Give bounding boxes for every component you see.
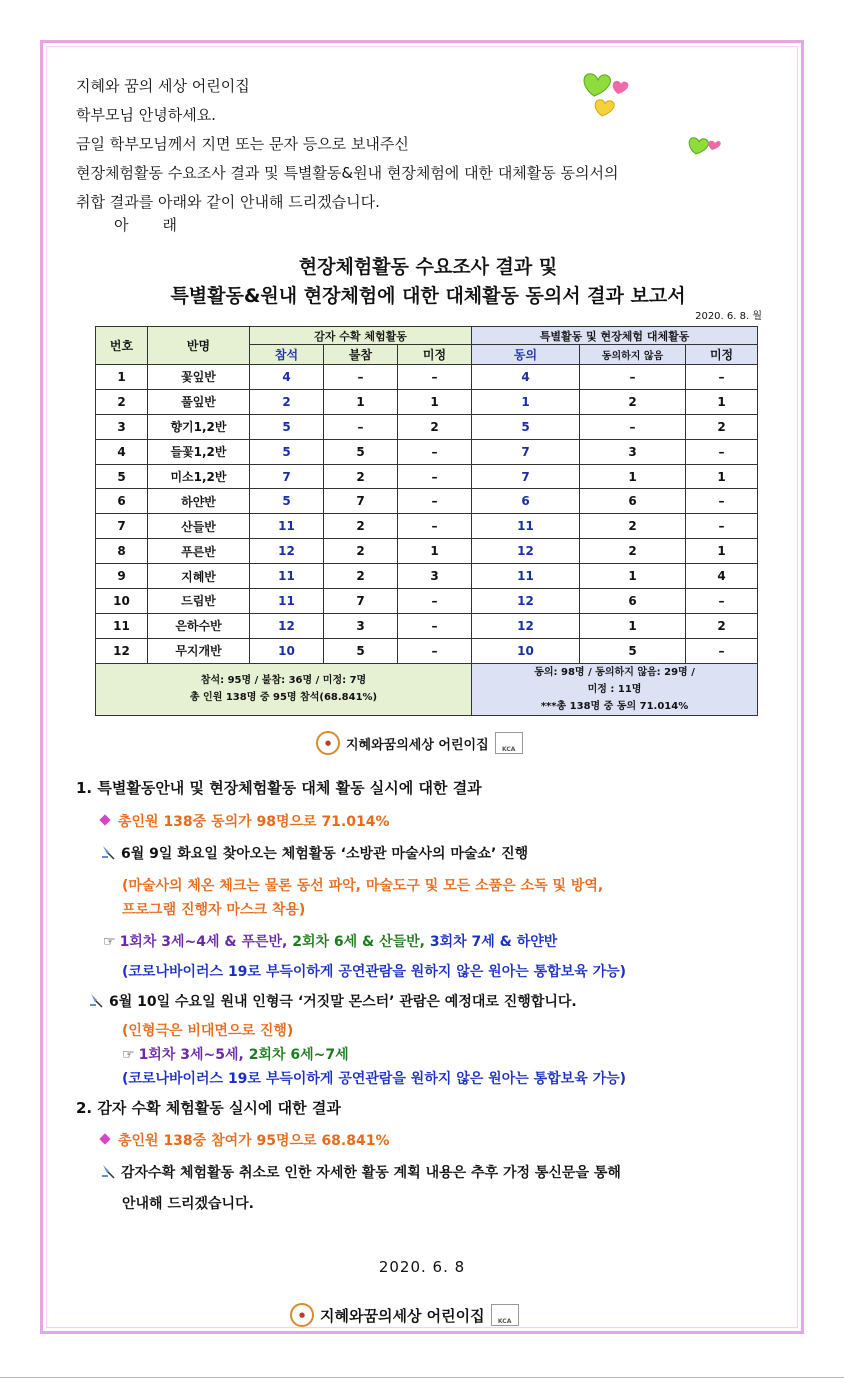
summary-potato-line: 참석: 95명 / 불참: 36명 / 미정: 7명: [200, 675, 367, 687]
intro-letter: [76, 72, 619, 217]
table-cell: 11: [96, 613, 148, 638]
table-cell: 4: [686, 564, 758, 589]
table-cell: 3: [96, 414, 148, 439]
table-cell: 12: [96, 638, 148, 663]
school-logo: [316, 731, 523, 755]
table-cell: –: [686, 638, 758, 663]
table-cell: 1: [398, 539, 472, 564]
footer-school-logo: [290, 1303, 519, 1327]
table-cell: 6: [472, 489, 580, 514]
table-cell: –: [398, 613, 472, 638]
table-cell: –: [686, 489, 758, 514]
table-cell: 2: [324, 514, 398, 539]
table-cell: 2: [580, 539, 686, 564]
table-cell: 5: [250, 414, 324, 439]
report-title-line2: 특별활동&원내 현장체험에 대한 대체활동 동의서 결과 보고서: [170, 285, 686, 307]
table-cell: –: [398, 464, 472, 489]
schedule1-part3: 3회차 7세 & 하얀반: [429, 934, 558, 950]
table-row: [96, 514, 758, 539]
table-cell: 12: [472, 539, 580, 564]
table-cell: 10: [250, 638, 324, 663]
bottom-rule: [0, 1377, 844, 1378]
pointing-hand-icon: ☞: [103, 934, 116, 950]
table-cell: 6: [96, 489, 148, 514]
table-cell: 1: [580, 564, 686, 589]
table-cell: –: [324, 365, 398, 390]
pushpin-icon: [100, 844, 116, 860]
table-cell: 7: [250, 464, 324, 489]
table-cell: 10: [472, 638, 580, 663]
section1-item2-text: 6월 10일 수요일 원내 인형극 ‘거짓말 몬스터’ 관람은 예정대로 진행합니다.: [109, 994, 577, 1010]
table-row: [96, 613, 758, 638]
table-cell: 11: [472, 514, 580, 539]
table-cell: –: [398, 365, 472, 390]
hearts-small-icon: [682, 130, 722, 160]
table-cell: 1: [580, 613, 686, 638]
header-class: 반명: [148, 327, 250, 365]
section1-covid-note: (코로나바이러스 19로 부득이하게 공연관람을 원하지 않은 원아는 통합보육 가능): [122, 964, 627, 980]
header-group-alt: 특별활동 및 현장체험 대체활동: [472, 327, 758, 345]
table-row: [96, 439, 758, 464]
section2-result-text: 총인원 138중 참여가 95명으로 68.841%: [118, 1133, 390, 1149]
intro-line: 취합 결과를 아래와 같이 안내해 드리겠습니다.: [76, 193, 380, 211]
table-cell: 4: [96, 439, 148, 464]
table-cell: 1: [96, 365, 148, 390]
table-cell: 2: [580, 389, 686, 414]
report-title-line1: 현장체험활동 수요조사 결과 및: [298, 256, 558, 278]
header-attend: 참석: [250, 345, 324, 365]
section1-covid-note-2: (코로나바이러스 19로 부득이하게 공연관람을 원하지 않은 원아는 통합보육 가능): [122, 1071, 627, 1087]
kca-badge: KCA: [495, 732, 523, 754]
table-cell: 2: [398, 414, 472, 439]
table-cell: 푸른반: [148, 539, 250, 564]
result-table: [95, 326, 758, 716]
section1-item1-text: 6월 9일 화요일 찾아오는 체험활동 ‘소방관 마술사의 마술쇼’ 진행: [121, 846, 529, 862]
schedule2-part2: 2회차 6세~7세: [248, 1047, 349, 1063]
table-cell: 5: [96, 464, 148, 489]
table-cell: 2: [324, 539, 398, 564]
table-cell: 5: [472, 414, 580, 439]
table-cell: –: [580, 414, 686, 439]
table-cell: 꽃잎반: [148, 365, 250, 390]
summary-alt: [472, 663, 758, 715]
schedule1-part2: 2회차 6세 & 산들반,: [292, 934, 430, 950]
table-cell: 11: [250, 564, 324, 589]
table-cell: 10: [96, 589, 148, 614]
section-divider: [92, 214, 748, 235]
header-no: 번호: [96, 327, 148, 365]
table-cell: –: [580, 365, 686, 390]
section1-title: 1. 특별활동안내 및 현장체험활동 대체 활동 실시에 대한 결과: [76, 779, 482, 797]
table-cell: 5: [324, 638, 398, 663]
table-cell: 1: [686, 464, 758, 489]
section1-item1-note1: (마술사의 체온 체크는 물론 동선 파악, 마술도구 및 모든 소품은 소독 및 방역,: [122, 878, 604, 894]
table-cell: 5: [250, 489, 324, 514]
table-cell: 2: [96, 389, 148, 414]
logo-emblem-icon: ●: [290, 1303, 314, 1327]
divider-word: 아래: [114, 216, 211, 234]
pushpin-icon: [88, 992, 104, 1008]
table-cell: 5: [324, 439, 398, 464]
section1-item1-note2: 프로그램 진행자 마스크 착용): [122, 902, 306, 918]
logo-emblem-icon: ●: [316, 731, 340, 755]
table-cell: 은하수반: [148, 613, 250, 638]
table-cell: 2: [580, 514, 686, 539]
summary-alt-line: 미정 : 11명: [587, 683, 642, 695]
table-cell: 7: [472, 464, 580, 489]
table-cell: 하얀반: [148, 489, 250, 514]
logo-name: 지혜와꿈의세상 어린이집: [346, 737, 489, 753]
table-cell: 4: [250, 365, 324, 390]
summary-potato: [96, 663, 472, 715]
table-cell: 8: [96, 539, 148, 564]
schedule1-part1: 1회차 3세~4세 & 푸른반,: [119, 934, 293, 950]
report-date: 2020. 6. 8. 월: [695, 311, 762, 322]
section1-item2-note: (인형극은 비대면으로 진행): [122, 1023, 294, 1039]
table-cell: –: [398, 489, 472, 514]
section1-schedule2: [122, 1044, 349, 1064]
table-cell: –: [398, 439, 472, 464]
schedule2-part1: 1회차 3세~5세,: [138, 1047, 249, 1063]
table-cell: 7: [324, 489, 398, 514]
pushpin-icon: [100, 1163, 116, 1179]
section1-item1: [100, 843, 528, 863]
section2-result: [101, 1130, 390, 1150]
section2-item1-line2: 안내해 드리겠습니다.: [122, 1196, 254, 1212]
table-cell: 12: [250, 613, 324, 638]
table-cell: 1: [472, 389, 580, 414]
table-cell: 11: [250, 589, 324, 614]
table-cell: 12: [250, 539, 324, 564]
table-cell: 1: [686, 389, 758, 414]
table-cell: 6: [580, 589, 686, 614]
table-cell: 풀잎반: [148, 389, 250, 414]
table-cell: 향기1,2반: [148, 414, 250, 439]
header-disagree: 동의하지 않음: [580, 345, 686, 365]
table-row: [96, 489, 758, 514]
section2-title: 2. 감자 수확 체험활동 실시에 대한 결과: [76, 1099, 341, 1117]
table-cell: 미소1,2반: [148, 464, 250, 489]
table-cell: 3: [398, 564, 472, 589]
footer-logo-name: 지혜와꿈의세상 어린이집: [320, 1306, 485, 1325]
summary-potato-line: 총 인원 138명 중 95명 참석(68.841%): [189, 692, 378, 704]
intro-line: 현장체험활동 수요조사 결과 및 특별활동&원내 현장체험에 대한 대체활동 동의서의: [76, 164, 619, 182]
table-cell: 11: [250, 514, 324, 539]
section1-item2: [88, 991, 577, 1011]
intro-line: 학부모님 안녕하세요.: [76, 106, 216, 124]
table-row: [96, 589, 758, 614]
table-row: [96, 414, 758, 439]
table-cell: –: [686, 439, 758, 464]
table-cell: –: [324, 414, 398, 439]
kca-badge: KCA: [491, 1304, 519, 1326]
footer-date: 2020. 6. 8: [378, 1258, 466, 1276]
header-undecided-2: 미정: [686, 345, 758, 365]
table-cell: 2: [686, 414, 758, 439]
summary-alt-line: ***총 138명 중 동의 71.014%: [540, 700, 689, 712]
diamond-bullet-icon: [99, 814, 110, 825]
section1-result: [101, 811, 390, 831]
table-cell: 7: [96, 514, 148, 539]
table-cell: 3: [324, 613, 398, 638]
table-cell: 1: [686, 539, 758, 564]
table-cell: –: [398, 514, 472, 539]
table-cell: 지혜반: [148, 564, 250, 589]
table-row: [96, 389, 758, 414]
table-cell: 1: [324, 389, 398, 414]
table-row: [96, 638, 758, 663]
summary-alt-line: 동의: 98명 / 동의하지 않음: 29명 /: [534, 666, 695, 678]
section1-result-text: 총인원 138중 동의가 98명으로 71.014%: [118, 814, 390, 830]
header-group-potato: 감자 수확 체험활동: [250, 327, 472, 345]
table-cell: 1: [398, 389, 472, 414]
hearts-icon: [576, 66, 636, 122]
table-cell: 1: [580, 464, 686, 489]
section2-item1: [100, 1162, 621, 1182]
section1-schedule1: [103, 931, 557, 951]
table-cell: 7: [324, 589, 398, 614]
table-cell: 들꽃1,2반: [148, 439, 250, 464]
section2-item1-text: 감자수확 체험활동 취소로 인한 자세한 활동 계획 내용은 추후 가정 통신문을 통해: [121, 1165, 621, 1181]
table-cell: 5: [250, 439, 324, 464]
table-cell: 12: [472, 613, 580, 638]
table-cell: –: [686, 365, 758, 390]
table-cell: –: [686, 589, 758, 614]
intro-line: 지혜와 꿈의 세상 어린이집: [76, 77, 250, 95]
header-undecided: 미정: [398, 345, 472, 365]
table-row: [96, 564, 758, 589]
table-cell: 드림반: [148, 589, 250, 614]
intro-line: 금일 학부모님께서 지면 또는 문자 등으로 보내주신: [76, 135, 409, 153]
header-absent: 불참: [324, 345, 398, 365]
table-cell: –: [686, 514, 758, 539]
table-cell: 12: [472, 589, 580, 614]
table-row: [96, 365, 758, 390]
table-cell: 산들반: [148, 514, 250, 539]
table-cell: 11: [472, 564, 580, 589]
table-cell: 2: [324, 564, 398, 589]
table-cell: 6: [580, 489, 686, 514]
table-cell: –: [398, 638, 472, 663]
table-cell: 무지개반: [148, 638, 250, 663]
table-cell: 5: [580, 638, 686, 663]
table-row: [96, 539, 758, 564]
table-row: [96, 464, 758, 489]
table-cell: 7: [472, 439, 580, 464]
diamond-bullet-icon: [99, 1133, 110, 1144]
table-cell: 2: [250, 389, 324, 414]
table-cell: –: [398, 589, 472, 614]
table-cell: 2: [324, 464, 398, 489]
table-cell: 3: [580, 439, 686, 464]
table-cell: 9: [96, 564, 148, 589]
header-agree: 동의: [472, 345, 580, 365]
table-cell: 4: [472, 365, 580, 390]
pointing-hand-icon: ☞: [122, 1047, 135, 1063]
table-cell: 2: [686, 613, 758, 638]
